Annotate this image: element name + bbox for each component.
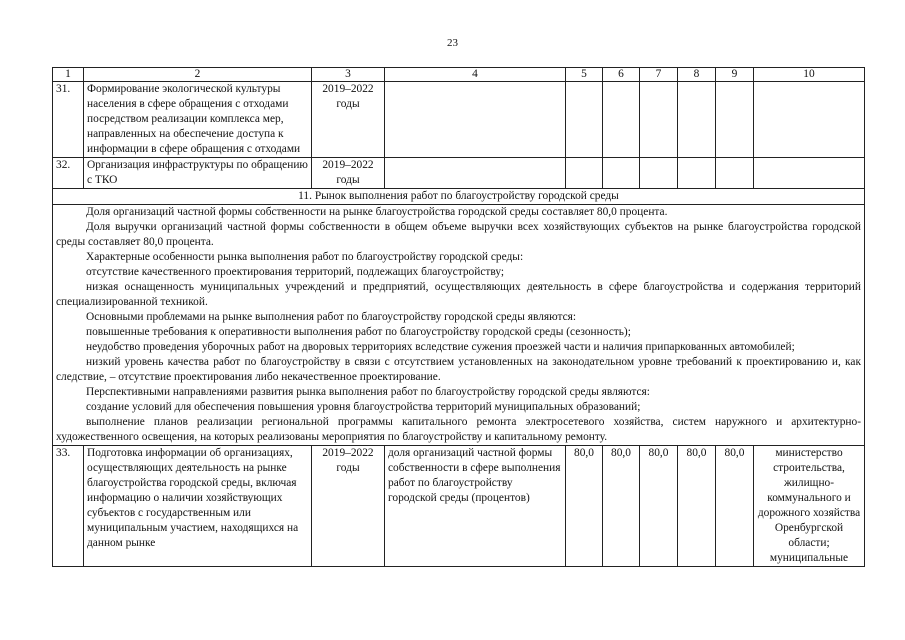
section-text-row — [53, 205, 865, 446]
row-number: 31. — [53, 82, 84, 158]
column-header: 6 — [603, 68, 640, 82]
column-header: 2 — [84, 68, 312, 82]
section-paragraph: повышенные требования к оперативности выполнения работ по благоустройству городской среды (сезонность); — [86, 326, 631, 338]
measures-table — [52, 67, 865, 567]
measure-years: 2019–2022 годы — [312, 446, 385, 567]
section-paragraph: Характерные особенности рынка выполнения работ по благоустройству городской среды: — [86, 251, 524, 263]
section-paragraph: Перспективными направлениями развития рынка выполнения работ по благоустройству городской среды являются: — [86, 386, 650, 398]
measure-name: Организация инфраструктуры по обращению с ТКО — [84, 158, 312, 189]
table-row — [53, 446, 865, 567]
section-title: 11. Рынок выполнения работ по благоустройству городской среды — [53, 189, 865, 205]
measure-name: Подготовка информации об организациях, осуществляющих деятельность на рынке благоустройства городской среды, включая информацию о наличии хозяйствующих субъектов с государственным или муниципальным участием, находящихся на данном рынке — [84, 446, 312, 567]
section-paragraph: Доля организаций частной формы собственности на рынке благоустройства городской среды составляет 80,0 процента. — [86, 206, 668, 218]
section-paragraph: Основными проблемами на рынке выполнения работ по благоустройству городской среды являются: — [86, 311, 577, 323]
column-header: 7 — [640, 68, 678, 82]
section-description — [53, 205, 865, 446]
indicator-name: доля организаций частной формы собственности в сфере выполнения работ по благоустройству городской среды (процентов) — [385, 446, 566, 567]
measure-years: 2019–2022 годы — [312, 82, 385, 158]
table-row — [53, 82, 865, 158]
page-number: 23 — [447, 37, 458, 49]
header-row — [53, 68, 865, 82]
section-paragraph: низкая оснащенность муниципальных учреждений и предприятий, осуществляющих деятельность в сфере благоустройства и содержания территорий специализированной техникой. — [56, 281, 861, 308]
column-header: 10 — [754, 68, 865, 82]
responsible-executor: министерство строительства, жилищно-коммунального и дорожного хозяйства Оренбургской области; муниципальные — [754, 446, 865, 567]
measure-name: Формирование экологической культуры населения в сфере обращения с отходами посредством реализации комплекса мер, направленных на обеспечение доступа к информации в сфере обращения с отходами — [84, 82, 312, 158]
section-row — [53, 189, 865, 205]
section-paragraph: отсутствие качественного проектирования территорий, подлежащих благоустройству; — [86, 266, 505, 278]
column-header: 5 — [566, 68, 603, 82]
column-header: 8 — [678, 68, 716, 82]
section-paragraph: выполнение планов реализации региональной программы капитального ремонта электросетевого хозяйства, систем наружного и архитектурно-художественного освещения, на которых реализованы мероприятия по благоустройству и капитальному ремонту. — [56, 416, 861, 443]
indicator-value: 80,0 — [716, 446, 754, 567]
indicator-value: 80,0 — [640, 446, 678, 567]
indicator-value: 80,0 — [678, 446, 716, 567]
column-header: 9 — [716, 68, 754, 82]
column-header: 1 — [53, 68, 84, 82]
column-header: 4 — [385, 68, 566, 82]
section-paragraph: низкий уровень качества работ по благоустройству в связи с отсутствием установленных на законодательном уровне требований к проектированию и, как следствие, – отсутствие проектирования либо некачественное проектирование. — [56, 356, 861, 383]
indicator-value: 80,0 — [603, 446, 640, 567]
section-paragraph: создание условий для обеспечения повышения уровня благоустройства территорий муниципальных образований; — [86, 401, 641, 413]
section-paragraph: Доля выручки организаций частной формы собственности в общем объеме выручки всех хозяйствующих субъектов на рынке благоустройства городской среды составляет 80,0 процента. — [56, 221, 861, 248]
column-header: 3 — [312, 68, 385, 82]
section-paragraph: неудобство проведения уборочных работ на дворовых территориях вследствие сужения проезжей части и наличия припаркованных автомобилей; — [86, 341, 795, 353]
indicator-value: 80,0 — [566, 446, 603, 567]
table-row — [53, 158, 865, 189]
row-number: 33. — [53, 446, 84, 567]
measure-years: 2019–2022 годы — [312, 158, 385, 189]
row-number: 32. — [53, 158, 84, 189]
